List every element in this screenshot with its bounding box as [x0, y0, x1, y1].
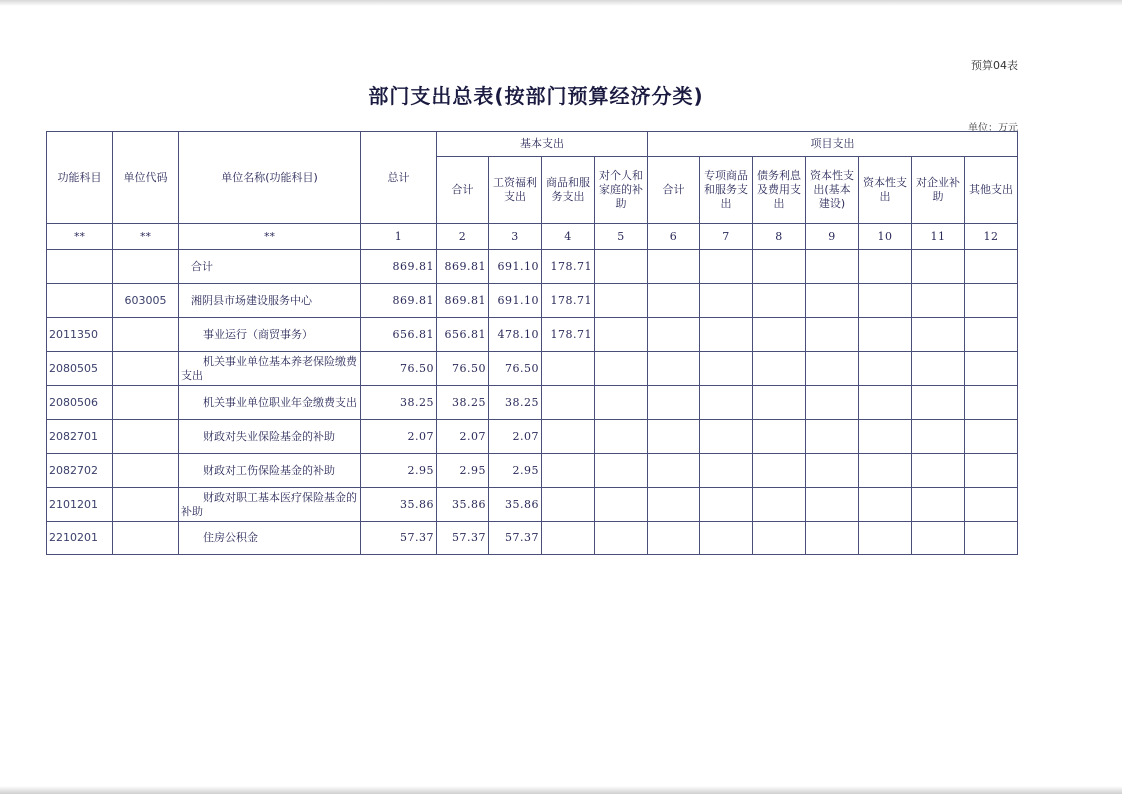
unit-name-cell: 合计: [179, 250, 361, 284]
func-subject-cell: 2101201: [47, 488, 113, 522]
table-row: [47, 250, 1018, 284]
header-basic-group: 基本支出: [437, 132, 648, 157]
amount-cell: 35.86: [437, 488, 489, 522]
amount-cell: [806, 420, 859, 454]
amount-cell: [753, 522, 806, 555]
amount-cell: 57.37: [361, 522, 437, 555]
unit-code-cell: [113, 454, 179, 488]
amount-cell: [965, 250, 1018, 284]
amount-cell: [700, 318, 753, 352]
index-cell: 7: [700, 224, 753, 250]
amount-cell: [542, 352, 595, 386]
amount-cell: [648, 284, 700, 318]
amount-cell: [648, 386, 700, 420]
amount-cell: [965, 318, 1018, 352]
header-basic-wages: 工资福利支出: [489, 157, 542, 224]
amount-cell: [595, 352, 648, 386]
amount-cell: [859, 318, 912, 352]
amount-cell: [700, 522, 753, 555]
amount-cell: [595, 250, 648, 284]
amount-cell: [700, 250, 753, 284]
header-unit-name: 单位名称(功能科目): [179, 132, 361, 224]
index-cell: 6: [648, 224, 700, 250]
amount-cell: [912, 522, 965, 555]
amount-cell: [965, 454, 1018, 488]
amount-cell: [542, 454, 595, 488]
page-title: 部门支出总表(按部门预算经济分类): [368, 84, 704, 108]
unit-code-cell: [113, 386, 179, 420]
amount-cell: 2.07: [489, 420, 542, 454]
func-subject-cell: [47, 250, 113, 284]
amount-cell: [806, 318, 859, 352]
header-total: 总计: [361, 132, 437, 224]
amount-cell: [912, 488, 965, 522]
amount-cell: 2.07: [361, 420, 437, 454]
amount-cell: [806, 284, 859, 318]
amount-cell: 656.81: [361, 318, 437, 352]
unit-name-cell: 机关事业单位基本养老保险缴费支出: [179, 352, 361, 386]
amount-cell: [965, 386, 1018, 420]
amount-cell: [700, 284, 753, 318]
amount-cell: [542, 522, 595, 555]
amount-cell: [859, 454, 912, 488]
header-project-enterprise: 对企业补助: [912, 157, 965, 224]
amount-cell: [965, 488, 1018, 522]
amount-cell: [595, 522, 648, 555]
amount-cell: [859, 250, 912, 284]
amount-cell: [753, 352, 806, 386]
unit-name-cell: 财政对工伤保险基金的补助: [179, 454, 361, 488]
table-row: [47, 318, 1018, 352]
amount-cell: [912, 318, 965, 352]
amount-cell: 869.81: [437, 284, 489, 318]
amount-cell: 57.37: [437, 522, 489, 555]
amount-cell: [859, 488, 912, 522]
func-subject-cell: 2080505: [47, 352, 113, 386]
amount-cell: [753, 488, 806, 522]
amount-cell: [806, 488, 859, 522]
amount-cell: [753, 318, 806, 352]
table-row: [47, 454, 1018, 488]
amount-cell: [648, 250, 700, 284]
amount-cell: 691.10: [489, 250, 542, 284]
amount-cell: [595, 420, 648, 454]
amount-cell: 178.71: [542, 284, 595, 318]
amount-cell: [965, 284, 1018, 318]
amount-cell: [700, 454, 753, 488]
unit-code-cell: [113, 352, 179, 386]
amount-cell: 38.25: [437, 386, 489, 420]
amount-cell: [648, 454, 700, 488]
index-cell: 12: [965, 224, 1018, 250]
amount-cell: 76.50: [489, 352, 542, 386]
amount-cell: [753, 454, 806, 488]
func-subject-cell: 2082702: [47, 454, 113, 488]
unit-code-cell: [113, 250, 179, 284]
amount-cell: [542, 386, 595, 420]
amount-cell: 57.37: [489, 522, 542, 555]
expenditure-table: [46, 131, 1018, 555]
amount-cell: [965, 420, 1018, 454]
scan-edge-top: [0, 0, 1122, 6]
header-project-capital-construction: 资本性支出(基本建设): [806, 157, 859, 224]
amount-cell: 656.81: [437, 318, 489, 352]
table-row: [47, 522, 1018, 555]
amount-cell: 2.95: [489, 454, 542, 488]
amount-cell: [542, 488, 595, 522]
amount-cell: [753, 284, 806, 318]
amount-cell: [700, 386, 753, 420]
amount-cell: 2.95: [361, 454, 437, 488]
index-cell: **: [113, 224, 179, 250]
amount-cell: [648, 522, 700, 555]
amount-cell: [912, 386, 965, 420]
amount-cell: 178.71: [542, 318, 595, 352]
amount-cell: [648, 352, 700, 386]
unit-code-cell: [113, 420, 179, 454]
amount-cell: [753, 420, 806, 454]
unit-name-cell: 湘阴县市场建设服务中心: [179, 284, 361, 318]
table-body: [47, 250, 1018, 555]
header-project-other: 其他支出: [965, 157, 1018, 224]
amount-cell: [859, 352, 912, 386]
header-project-special: 专项商品和服务支出: [700, 157, 753, 224]
header-basic-goods: 商品和服务支出: [542, 157, 595, 224]
amount-cell: 35.86: [361, 488, 437, 522]
index-cell: 4: [542, 224, 595, 250]
amount-cell: 869.81: [437, 250, 489, 284]
amount-cell: 38.25: [489, 386, 542, 420]
amount-cell: [965, 352, 1018, 386]
unit-code-cell: 603005: [113, 284, 179, 318]
index-cell: **: [179, 224, 361, 250]
index-cell: **: [47, 224, 113, 250]
amount-cell: [753, 250, 806, 284]
func-subject-cell: 2011350: [47, 318, 113, 352]
amount-cell: [965, 522, 1018, 555]
amount-cell: 76.50: [361, 352, 437, 386]
table-row: [47, 386, 1018, 420]
amount-cell: [700, 420, 753, 454]
header-basic-subsidy: 对个人和家庭的补助: [595, 157, 648, 224]
amount-cell: [753, 386, 806, 420]
amount-cell: [912, 284, 965, 318]
unit-name-cell: 住房公积金: [179, 522, 361, 555]
table-row: [47, 352, 1018, 386]
index-row: [47, 224, 1018, 250]
amount-cell: [806, 250, 859, 284]
amount-cell: [700, 352, 753, 386]
amount-cell: 869.81: [361, 284, 437, 318]
index-cell: 10: [859, 224, 912, 250]
index-cell: 11: [912, 224, 965, 250]
amount-cell: [595, 318, 648, 352]
header-basic-total: 合计: [437, 157, 489, 224]
header-project-debt: 债务利息及费用支出: [753, 157, 806, 224]
amount-cell: [859, 284, 912, 318]
index-cell: 9: [806, 224, 859, 250]
amount-cell: [859, 522, 912, 555]
unit-name-cell: 事业运行（商贸事务）: [179, 318, 361, 352]
amount-cell: 869.81: [361, 250, 437, 284]
amount-cell: [859, 420, 912, 454]
unit-code-cell: [113, 488, 179, 522]
header-unit-code: 单位代码: [113, 132, 179, 224]
amount-cell: [806, 454, 859, 488]
amount-cell: [648, 420, 700, 454]
amount-cell: [912, 352, 965, 386]
amount-cell: 2.95: [437, 454, 489, 488]
amount-cell: 478.10: [489, 318, 542, 352]
table-row: [47, 284, 1018, 318]
amount-cell: [648, 318, 700, 352]
amount-cell: [912, 454, 965, 488]
amount-cell: [648, 488, 700, 522]
amount-cell: [700, 488, 753, 522]
unit-label: 单位：万元: [968, 123, 1018, 134]
index-cell: 1: [361, 224, 437, 250]
unit-name-cell: 财政对失业保险基金的补助: [179, 420, 361, 454]
amount-cell: [806, 386, 859, 420]
func-subject-cell: 2210201: [47, 522, 113, 555]
table-row: [47, 488, 1018, 522]
amount-cell: [595, 454, 648, 488]
unit-name-cell: 机关事业单位职业年金缴费支出: [179, 386, 361, 420]
header-project-total: 合计: [648, 157, 700, 224]
amount-cell: [595, 386, 648, 420]
index-cell: 8: [753, 224, 806, 250]
amount-cell: [806, 522, 859, 555]
func-subject-cell: 2080506: [47, 386, 113, 420]
amount-cell: 38.25: [361, 386, 437, 420]
unit-code-cell: [113, 318, 179, 352]
amount-cell: [912, 420, 965, 454]
amount-cell: [912, 250, 965, 284]
scan-edge-bottom: [0, 786, 1122, 794]
func-subject-cell: [47, 284, 113, 318]
header-project-capital: 资本性支出: [859, 157, 912, 224]
amount-cell: 35.86: [489, 488, 542, 522]
amount-cell: 691.10: [489, 284, 542, 318]
amount-cell: [542, 420, 595, 454]
amount-cell: 76.50: [437, 352, 489, 386]
header-func-subject: 功能科目: [47, 132, 113, 224]
unit-code-cell: [113, 522, 179, 555]
unit-name-cell: 财政对职工基本医疗保险基金的补助: [179, 488, 361, 522]
header-project-group: 项目支出: [648, 132, 1018, 157]
amount-cell: [859, 386, 912, 420]
amount-cell: 2.07: [437, 420, 489, 454]
amount-cell: [595, 488, 648, 522]
index-cell: 2: [437, 224, 489, 250]
amount-cell: [806, 352, 859, 386]
table-row: [47, 420, 1018, 454]
index-cell: 3: [489, 224, 542, 250]
amount-cell: [595, 284, 648, 318]
amount-cell: 178.71: [542, 250, 595, 284]
index-cell: 5: [595, 224, 648, 250]
func-subject-cell: 2082701: [47, 420, 113, 454]
form-code: 预算04表: [971, 59, 1018, 72]
